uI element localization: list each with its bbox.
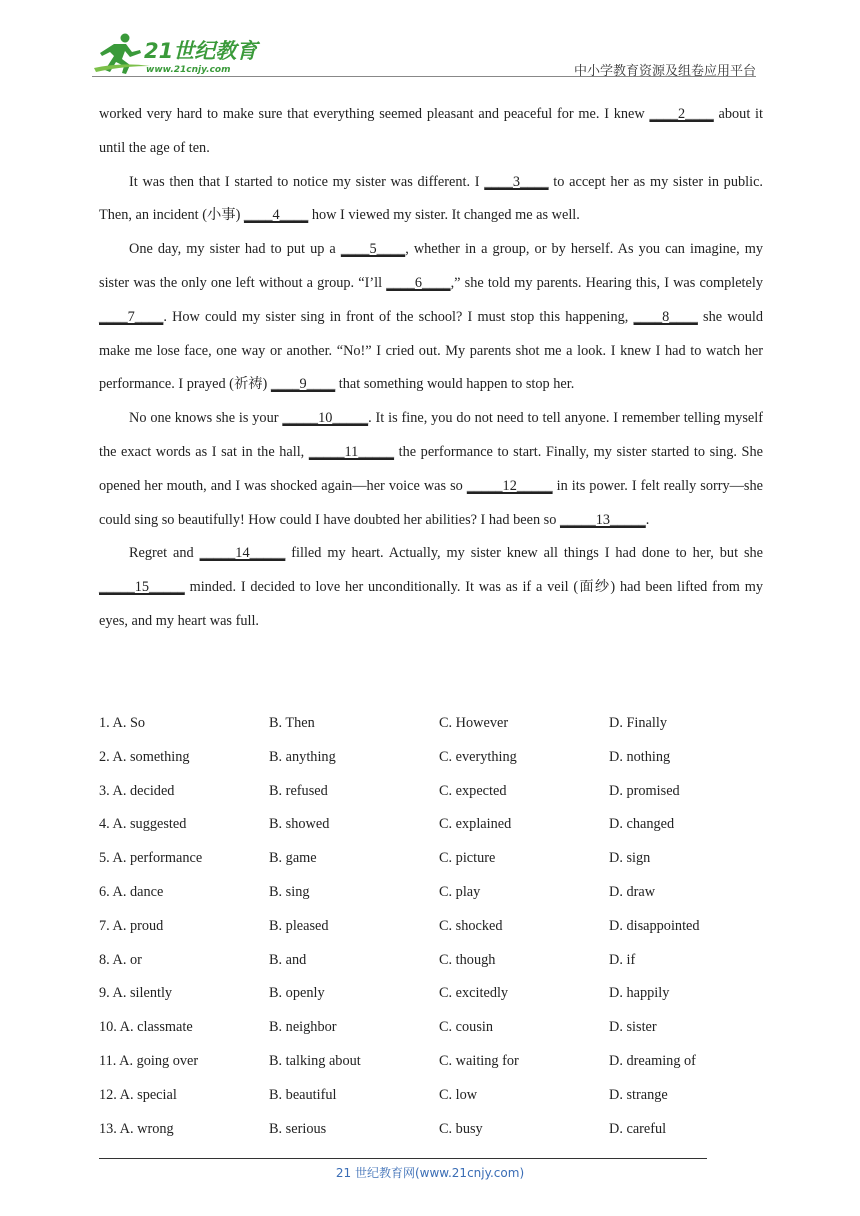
option-choice: 8. A. or — [99, 951, 142, 968]
option-choice: C. picture — [439, 850, 496, 867]
answer-blank: _____11_____ — [308, 443, 395, 460]
option-choice: D. draw — [609, 883, 656, 900]
option-choice: D. if — [609, 951, 636, 968]
question-row — [99, 842, 779, 876]
option-choice: C. excitedly — [439, 985, 509, 1002]
option-choice: D. nothing — [609, 748, 671, 765]
question-row — [99, 1113, 779, 1147]
option-choice: C. though — [439, 951, 496, 968]
passage-text: worked very hard to make sure that everything seemed pleasant and peaceful for me. I knew — [99, 106, 650, 122]
page-header — [0, 0, 860, 80]
option-choice: 10. A. classmate — [99, 1019, 193, 1036]
question-row — [99, 977, 779, 1011]
question-row — [99, 876, 779, 910]
passage-text: . It is fine, you do not need to tell anyone. I remember telling myself the exact words as I sat in the hall, — [99, 410, 763, 460]
option-choice: B. talking about — [269, 1052, 361, 1069]
option-choice: D. careful — [609, 1120, 667, 1137]
answer-blank: _____12_____ — [466, 477, 553, 494]
passage-text: It was then that I started to notice my sister was different. I — [129, 173, 485, 190]
option-choice: B. refused — [269, 782, 328, 799]
option-choice: C. busy — [439, 1120, 483, 1137]
question-row — [99, 808, 779, 842]
question-row — [99, 1079, 779, 1113]
question-row — [99, 1045, 779, 1079]
answer-blank: ____3____ — [484, 173, 549, 190]
option-choice: D. strange — [609, 1086, 668, 1103]
passage-text: . — [645, 511, 650, 528]
footer-divider — [99, 1158, 707, 1159]
option-choice: 1. A. So — [99, 715, 146, 731]
footer-text: 21 世纪教育网(www.21cnjy.com) — [335, 1166, 525, 1180]
question-row — [99, 944, 779, 978]
passage-text: filled my heart. Actually, my sister knew all things I had done to her, but she — [285, 545, 763, 562]
logo-title: 21世纪教育 — [144, 39, 258, 63]
answer-blank: ____7____ — [99, 308, 164, 325]
question-row — [99, 707, 779, 741]
question-row — [99, 910, 779, 944]
option-choice: B. game — [269, 850, 317, 867]
option-choice: C. everything — [439, 748, 517, 765]
question-row — [99, 1011, 779, 1045]
option-choice: B. showed — [269, 816, 330, 833]
answer-blank: _____15_____ — [99, 579, 185, 596]
option-choice: C. waiting for — [439, 1052, 519, 1069]
option-choice: D. promised — [609, 782, 680, 799]
option-choice: C. cousin — [439, 1019, 494, 1036]
option-choice: 5. A. performance — [99, 850, 203, 867]
option-choice: C. shocked — [439, 917, 503, 934]
passage-text: in its power. I felt really sorry—she could sing so beautifully! How could I have doubted her abilities? I had been so — [99, 477, 763, 528]
passage-text: One day, my sister had to put up a — [129, 241, 341, 258]
option-choice: B. anything — [269, 748, 336, 765]
passage-text: , whether in a group, or by herself. As you can imagine, my sister was the only one left without a group. “I’ll — [99, 241, 763, 291]
logo-21cnjy — [92, 32, 262, 78]
passage-text: ,” she told my parents. Hearing this, I was completely — [450, 274, 763, 291]
answer-blank: ____4____ — [243, 207, 309, 224]
option-choice: B. and — [269, 951, 307, 968]
passage-paragraph — [99, 233, 763, 402]
passage-paragraph — [99, 166, 763, 234]
option-choice: D. changed — [609, 816, 675, 833]
option-choice: C. However — [439, 715, 509, 731]
option-choice: D. dreaming of — [609, 1052, 696, 1069]
answer-blank: ____8____ — [633, 308, 698, 325]
question-row — [99, 775, 779, 809]
option-choice: D. disappointed — [609, 917, 700, 934]
option-choice: 9. A. silently — [99, 985, 173, 1002]
answer-blank: ____9____ — [270, 376, 336, 393]
passage-text: No one knows she is your — [129, 410, 283, 427]
answer-blank: ____6____ — [386, 274, 451, 291]
option-choice: 13. A. wrong — [99, 1120, 174, 1137]
answer-blank: _____10_____ — [282, 410, 369, 427]
logo-url: www.21cnjy.com — [146, 65, 231, 75]
question-options — [99, 707, 779, 1146]
passage-text: about it until the age of ten. — [99, 106, 763, 156]
passage-paragraph — [99, 98, 763, 166]
option-choice: 7. A. proud — [99, 917, 164, 934]
option-choice: 12. A. special — [99, 1086, 177, 1103]
option-choice: B. Then — [269, 715, 315, 731]
option-choice: 4. A. suggested — [99, 816, 187, 833]
header-divider — [92, 76, 756, 77]
passage-text: how I viewed my sister. It changed me as well. — [308, 207, 580, 224]
passage-text: Regret and — [129, 545, 200, 562]
option-choice: B. neighbor — [269, 1019, 337, 1036]
passage-text: she would make me lose face, one way or another. “No!” I cried out. My parents shot me a look. I knew I had to watch her performance. I prayed (祈祷) — [99, 308, 764, 393]
question-row — [99, 741, 779, 775]
option-choice: D. sign — [609, 850, 651, 867]
option-choice: B. sing — [269, 883, 310, 900]
option-choice: B. openly — [269, 985, 325, 1002]
option-choice: C. low — [439, 1086, 478, 1103]
answer-blank: ____2____ — [649, 106, 714, 122]
passage-text: . How could my sister sing in front of the school? I must stop this happening, — [163, 308, 634, 325]
option-choice: D. Finally — [609, 715, 667, 731]
option-choice: C. expected — [439, 782, 507, 799]
passage — [99, 98, 763, 639]
passage-text: minded. I decided to love her unconditionally. It was as if a veil (面纱) had been lifted from my eyes, and my heart was full. — [99, 579, 763, 629]
passage-text: to accept her as my sister in public. Then, an incident (小事) — [99, 173, 763, 224]
passage-paragraph — [99, 402, 763, 537]
option-choice: D. happily — [609, 985, 670, 1002]
option-choice: B. beautiful — [269, 1086, 337, 1103]
option-choice: B. serious — [269, 1120, 327, 1137]
passage-paragraph — [99, 537, 763, 638]
answer-blank: _____14_____ — [199, 545, 286, 562]
answer-blank: ____5____ — [340, 241, 406, 258]
option-choice: 3. A. decided — [99, 782, 175, 799]
answer-blank: _____13_____ — [559, 511, 646, 528]
passage-text: the performance to start. Finally, my sister started to sing. She opened her mouth, and I was shocked again—her voice was so — [99, 443, 763, 494]
header-platform-text: 中小学教育资源及组卷应用平台 — [573, 64, 756, 79]
option-choice: 2. A. something — [99, 748, 190, 765]
option-choice: C. play — [439, 883, 481, 900]
option-choice: B. pleased — [269, 917, 329, 934]
passage-text: that something would happen to stop her. — [335, 376, 575, 393]
option-choice: 11. A. going over — [99, 1052, 199, 1069]
option-choice: 6. A. dance — [99, 883, 164, 900]
option-choice: C. explained — [439, 816, 512, 833]
option-choice: D. sister — [609, 1019, 657, 1036]
